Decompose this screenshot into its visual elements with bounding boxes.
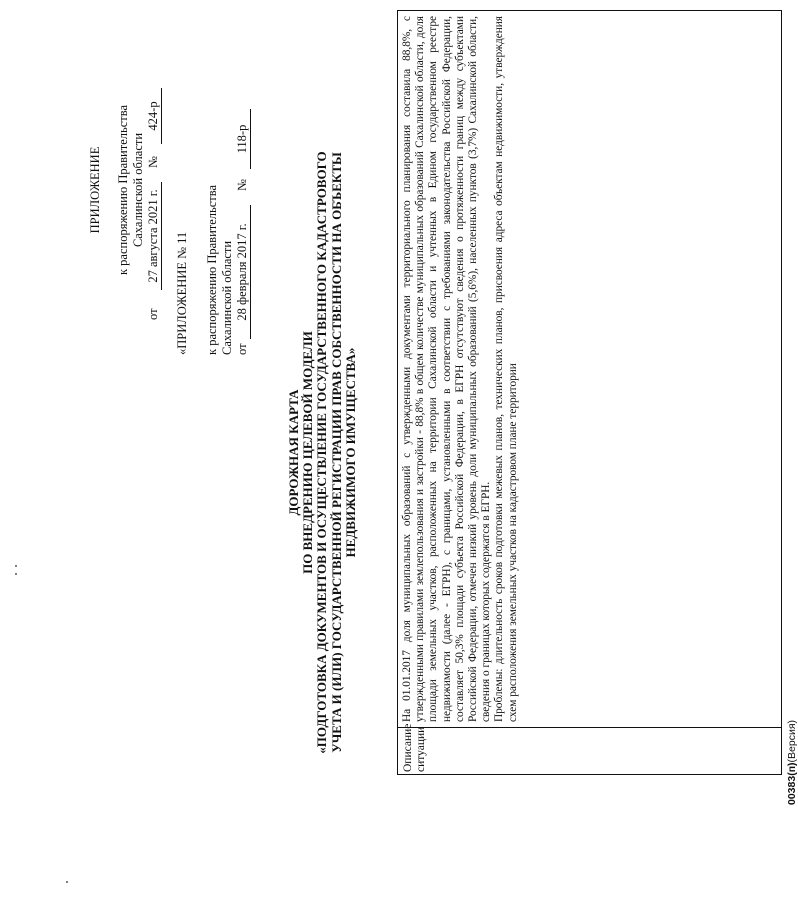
situation-description-cell (398, 11, 781, 727)
footer-version: (Версия) (786, 719, 798, 763)
situation-table (397, 10, 782, 775)
appendix-line-2: Сахалинской области (131, 132, 145, 248)
appendix-from-label: от (146, 308, 160, 320)
heading-line-4: УЧЕТА И (ИЛИ) ГОСУДАРСТВЕННОЙ РЕГИСТРАЦИИ ПРАВ СОБСТВЕННОСТИ НА ОБЪЕКТЫ (328, 152, 344, 753)
appendix-number-sign: № (146, 156, 160, 168)
appendix-block (88, 60, 163, 320)
scan-speck (15, 565, 17, 567)
appendix-title: ПРИЛОЖЕНИЕ (88, 146, 102, 234)
appendix-line-1: к распоряжению Правительства (116, 105, 130, 276)
appendix-11-block (175, 95, 252, 355)
roadmap-heading (287, 0, 358, 905)
heading-line-3: «ПОДГОТОВКА ДОКУМЕНТОВ И ОСУЩЕСТВЛЕНИЕ ГОСУДАРСТВЕННОГО КАДАСТРОВОГО (314, 151, 330, 754)
appendix-11-line-1: к распоряжению Правительства (205, 184, 219, 355)
situation-label-line-1: Описание (402, 723, 414, 772)
scan-speck (15, 573, 17, 575)
appendix-11-from-label: от (235, 343, 249, 355)
appendix-11-date: 28 февраля 2017 г. (235, 205, 251, 339)
heading-line-5: НЕДВИЖИМОГО ИМУЩЕСТВА» (342, 347, 358, 558)
situation-paragraph-1: На 01.01.2017 доля муниципальных образований с утвержденными документами территориального планирования составила 88,8%, с утвержденными правилами землепользования и застройки - 88,8% в общем количестве муниципальных образований Сахалинской области, доля площади земельных участков, расположенных на территории Сахалинской области и учтенных в Едином государственном реестре недвижимости (далее - ЕГРН), с границами, установленными в соответствии с требованиями законодательства Российской Федерации, составляет 50,3% площади субъекта Российской Федерации, в ЕГРН отсутствуют сведения о протяженности границ между субъектами Российской Федерации, отмечен низкий уровень доли муниципальных образований (5,6%), населенных пунктов (3,7%) Сахалинской области, сведения о границах которых содержатся в ЕГРН. (401, 16, 493, 722)
footer-doc-code: 00383(п) (786, 762, 798, 805)
heading-line-2: ПО ВНЕДРЕНИЮ ЦЕЛЕВОЙ МОДЕЛИ (300, 331, 316, 574)
appendix-11-title: «ПРИЛОЖЕНИЕ № 11 (175, 231, 189, 355)
appendix-date-line (146, 60, 163, 320)
situation-label-line-2: ситуации (415, 726, 427, 772)
appendix-11-date-line (235, 95, 252, 355)
footer-code (786, 720, 798, 805)
appendix-number: 424-р (146, 88, 162, 144)
heading-line-1: ДОРОЖНАЯ КАРТА (286, 389, 301, 516)
situation-paragraph-2: Проблемы: длительность сроков подготовки межевых планов, технических планов, присвоения адреса объектам недвижимости, утверждения схем расположения земельных участков на кадастровом плане территории (493, 16, 519, 722)
appendix-date: 27 августа 2021 г. (146, 182, 162, 290)
appendix-11-line-2: Сахалинской области (220, 240, 234, 355)
situation-label-cell (398, 723, 781, 774)
appendix-11-number-sign: № (235, 179, 249, 191)
appendix-11-number: 118-р (235, 109, 251, 169)
scan-speck (66, 881, 68, 883)
